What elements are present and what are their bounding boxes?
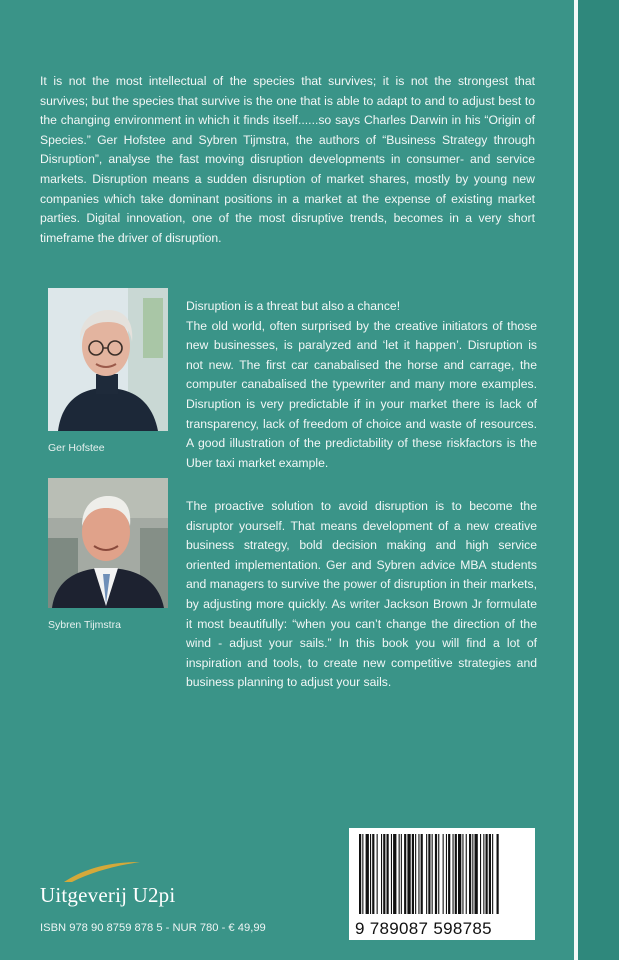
- barcode-bars: [349, 828, 535, 918]
- barcode-bar: [458, 834, 461, 914]
- barcode-bar: [475, 834, 478, 914]
- barcode-bar: [497, 834, 499, 914]
- author-caption-sybren-tijmstra: Sybren Tijmstra: [48, 619, 121, 631]
- barcode-bar: [435, 834, 437, 914]
- barcode-bar: [469, 834, 471, 914]
- barcode-bar: [387, 834, 389, 914]
- barcode-bar: [377, 834, 378, 914]
- barcode-bar: [399, 834, 400, 914]
- barcode-bar: [448, 834, 450, 914]
- barcode-bar: [362, 834, 363, 914]
- barcode-bar: [446, 834, 447, 914]
- barcode-bar: [421, 834, 423, 914]
- barcode-bar: [412, 834, 414, 914]
- barcode-number: 9 789087 598785: [355, 919, 492, 938]
- publisher-logo: [40, 860, 210, 910]
- barcode-bar: [372, 834, 374, 914]
- barcode-bar: [383, 834, 385, 914]
- barcode-bar: [404, 834, 406, 914]
- isbn-price-line: ISBN 978 90 8759 878 5 - NUR 780 - € 49,99: [40, 922, 266, 934]
- barcode-bar: [492, 834, 493, 914]
- barcode-bar: [438, 834, 439, 914]
- barcode-bar: [366, 834, 369, 914]
- disruption-body: The old world, often surprised by the creative initiators of those new businesses, is paralyzed and ‘let it happen’. Disruption is not new. The first car canabalised the horse and carrage, the computer canabalised the typewriter and many more examples. Disruption is very predictable if in your market there is lack of transparency, lack of freedom of choice and waste of resources. A good illustration of the predictability of these riskfactors is the Uber taxi market example.: [186, 318, 537, 470]
- barcode-bar: [359, 834, 361, 914]
- barcode-bar: [489, 834, 491, 914]
- isbn-barcode: [349, 828, 535, 940]
- publisher-name: Uitgeverij U2pi: [40, 883, 176, 907]
- barcode-bar: [418, 834, 419, 914]
- barcode-bar: [486, 834, 488, 914]
- author-photo-ger-hofstee: [48, 288, 168, 431]
- disruption-lead: Disruption is a threat but also a chance!: [186, 299, 401, 313]
- barcode-bar: [391, 834, 392, 914]
- author-photo-sybren-tijmstra: [48, 478, 168, 608]
- barcode-bar: [466, 834, 467, 914]
- disruption-threat-paragraph: [186, 297, 537, 473]
- barcode-bar: [401, 834, 402, 914]
- barcode-bar: [472, 834, 473, 914]
- swoosh-icon: [62, 860, 142, 884]
- barcode-bar: [462, 834, 463, 914]
- barcode-bar: [426, 834, 427, 914]
- barcode-bar: [455, 834, 457, 914]
- author-caption-ger-hofstee: Ger Hofstee: [48, 442, 105, 454]
- proactive-solution-paragraph: The proactive solution to avoid disruption is to become the disruptor yourself. That means development of a new creative business strategy, bold decision making and high service oriented implementation. Ger and Sybren advice MBA students and managers to survive the power of disruption in their markets, by adjusting more quickly. As writer Jackson Brown Jr formulate it most beautifully: “when you can’t change the direction of the wind - adjust your sails.” In this book you will find a lot of inspiration and tools, to create new competitive strategies and business planning to adjust your sails.: [186, 499, 537, 690]
- barcode-bar: [432, 834, 433, 914]
- barcode-bar: [483, 834, 484, 914]
- barcode-bar: [480, 834, 481, 914]
- intro-paragraph: It is not the most intellectual of the species that survives; it is not the strongest that survives; but the species that survive is the one that is able to adapt to and to adjust best to the changing environment in which it finds itself......so says Charles Darwin in his “Origin of Species.” Ger Hofstee and Sybren Tijmstra, the authors of “Business Strategy through Disruption”, analyse the fast moving disruption developments in consumer- and service markets. Disruption means a sudden disruption of market shares, mostly by young new companies which take dominant positions in a market at the expense of existing market parties. Digital innovation, one of the most disruptive trends, becomes in a very short timeframe the driver of disruption.: [40, 74, 535, 245]
- barcode-bar: [393, 834, 396, 914]
- barcode-bar: [381, 834, 382, 914]
- barcode-bar: [443, 834, 444, 914]
- barcode-bar: [453, 834, 454, 914]
- book-spine: [578, 0, 619, 960]
- barcode-bar: [428, 834, 430, 914]
- barcode-bar: [415, 834, 416, 914]
- barcode-bar: [407, 834, 410, 914]
- barcode-bar: [370, 834, 371, 914]
